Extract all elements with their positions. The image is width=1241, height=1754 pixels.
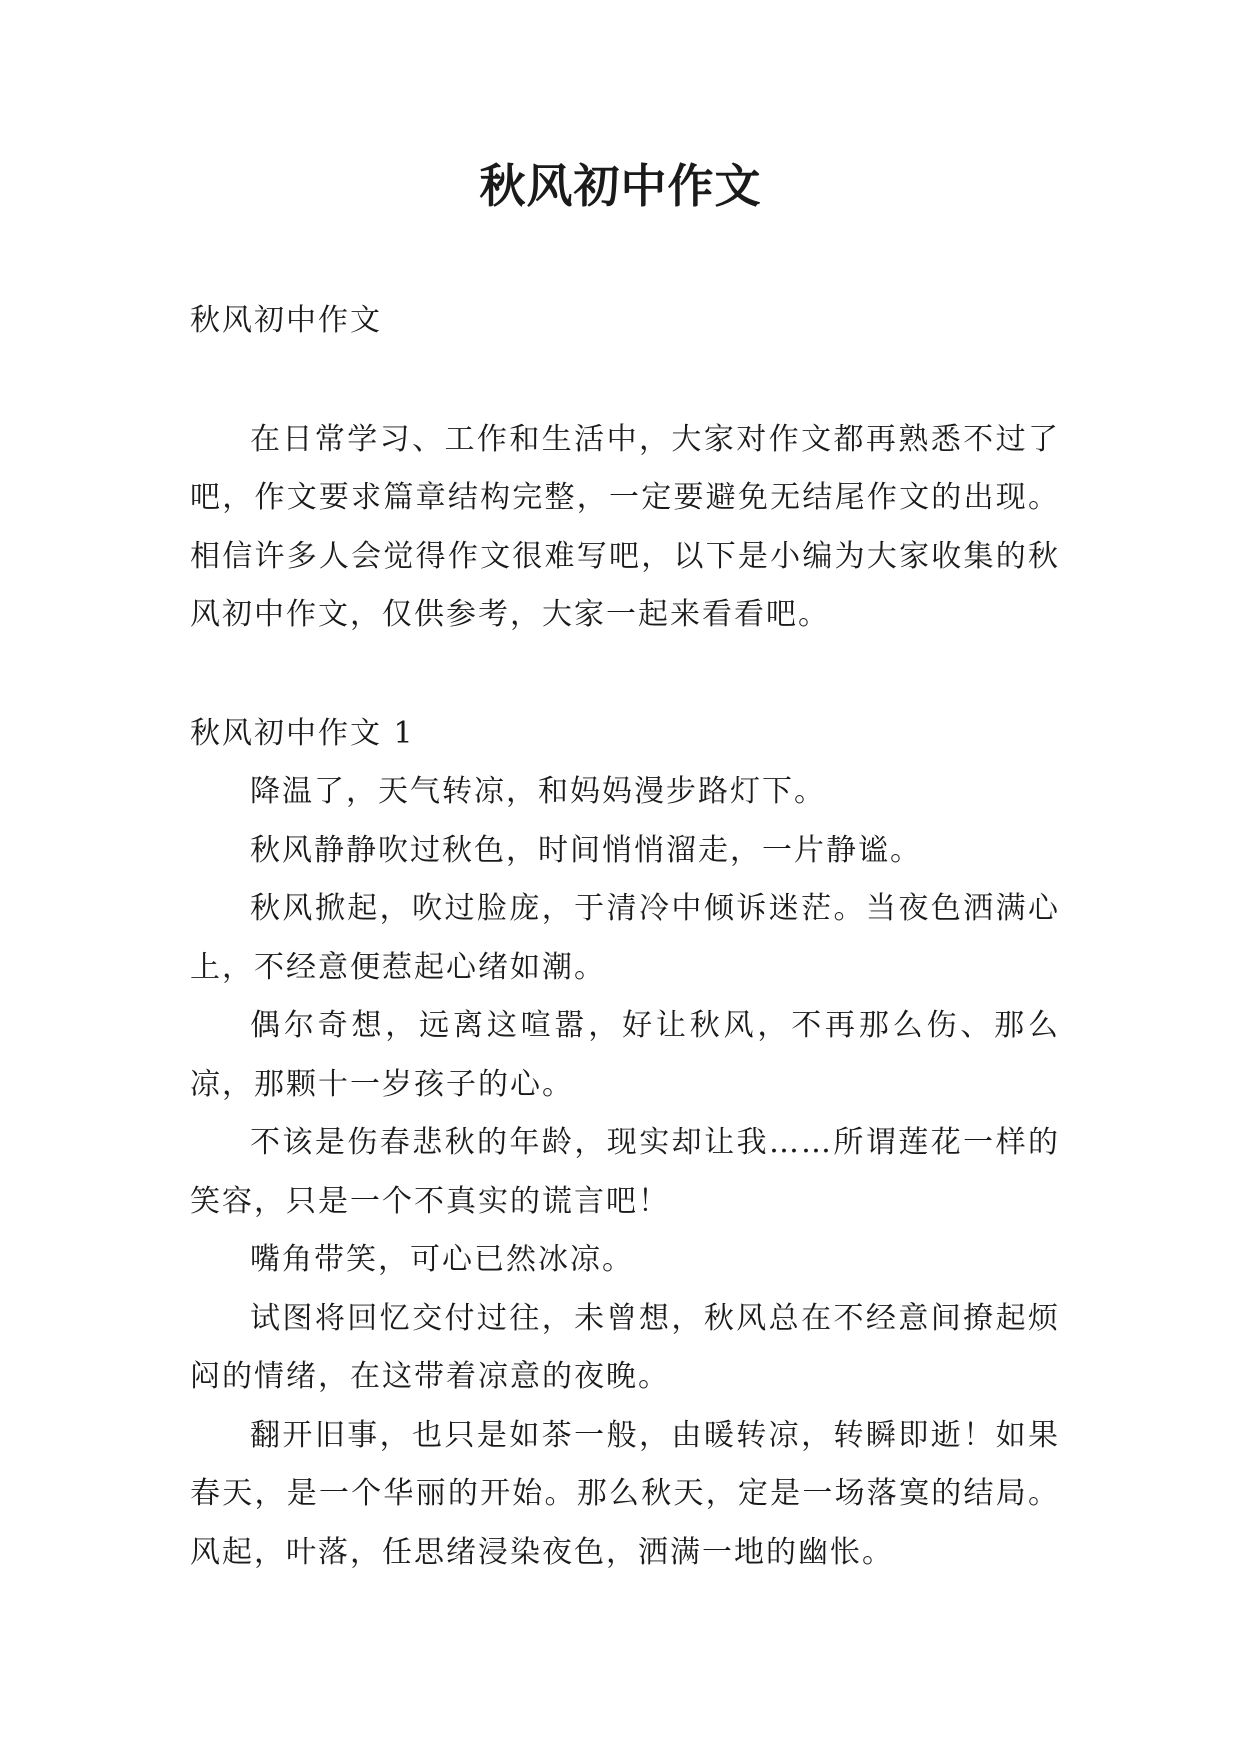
document-title: 秋风初中作文 [479, 159, 762, 213]
paragraph: 偶尔奇想，远离这喧嚣，好让秋风，不再那么伤、那么凉，那颗十一岁孩子的心。 [190, 1008, 1060, 1102]
paragraph: 翻开旧事，也只是如茶一般，由暖转凉，转瞬即逝！如果春天，是一个华丽的开始。那么秋天，定是一场落寞的结局。风起，叶落，任思绪浸染夜色，洒满一地的幽怅。 [190, 1417, 1060, 1570]
section-title: 秋风初中作文 1 [190, 715, 415, 751]
paragraph: 秋风静静吹过秋色，时间悄悄溜走，一片静谧。 [250, 832, 922, 868]
paragraph: 不该是伤春悲秋的年龄，现实却让我……所谓莲花一样的笑容，只是一个不真实的谎言吧！ [190, 1125, 1060, 1219]
paragraph: 降温了，天气转凉，和妈妈漫步路灯下。 [250, 774, 826, 809]
paragraph: 试图将回忆交付过往，未曾想，秋风总在不经意间撩起烦闷的情绪，在这带着凉意的夜晚。 [190, 1300, 1060, 1394]
paragraph: 嘴角带笑，可心已然冰凉。 [250, 1242, 634, 1277]
paragraph: 秋风掀起，吹过脸庞，于清冷中倾诉迷茫。当夜色洒满心上，不经意便惹起心绪如潮。 [190, 891, 1060, 985]
document-body [190, 292, 1060, 1582]
document-subtitle: 秋风初中作文 [190, 303, 382, 338]
intro-paragraph: 在日常学习、工作和生活中，大家对作文都再熟悉不过了吧，作文要求篇章结构完整，一定要避免无结尾作文的出现。相信许多人会觉得作文很难写吧，以下是小编为大家收集的秋风初中作文，仅供参考，大家一起来看看吧。 [190, 421, 1060, 632]
